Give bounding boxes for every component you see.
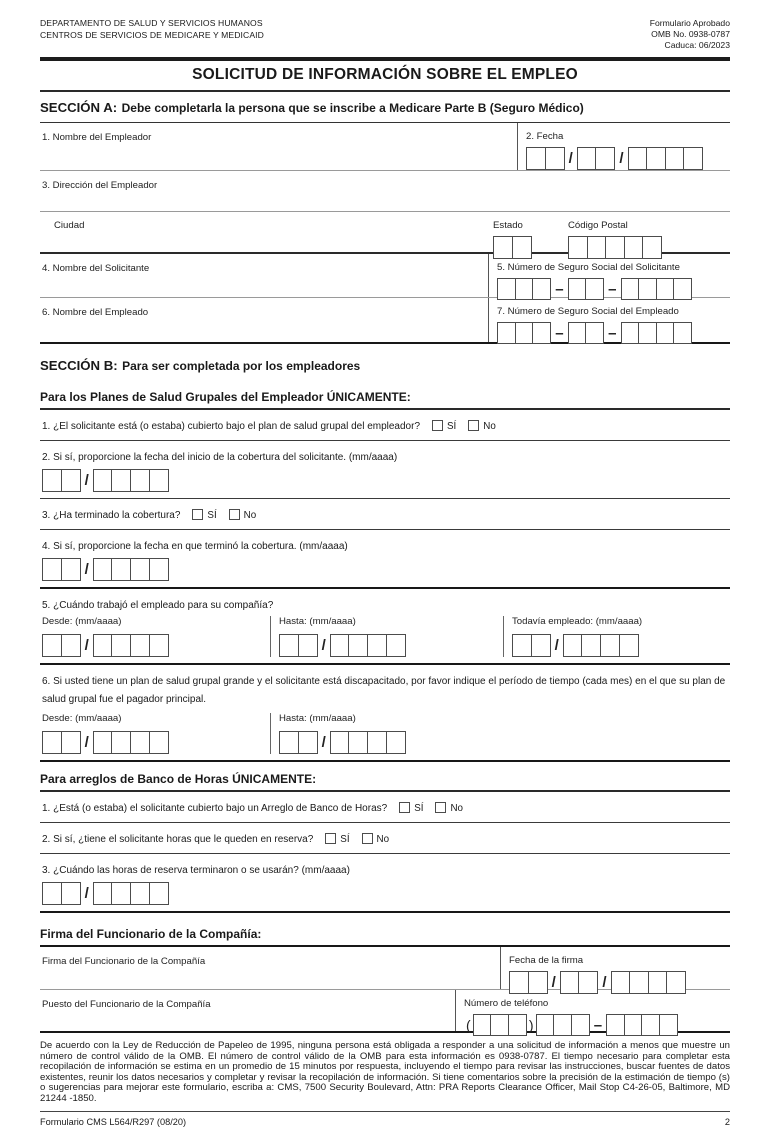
employee-ssn-cell	[488, 298, 730, 342]
entry-box[interactable]	[61, 558, 81, 581]
entry-box[interactable]	[111, 731, 131, 754]
hb-q1-text: 1. ¿Está (o estaba) el solicitante cubierto bajo un Arreglo de Banco de Horas?	[42, 803, 388, 814]
gh-q1-no-checkbox[interactable]	[468, 420, 479, 431]
gh-q4-date-boxes	[42, 558, 730, 581]
entry-box-group	[93, 731, 169, 754]
gh-q6-from-boxes	[42, 731, 270, 754]
entry-box[interactable]	[490, 1014, 509, 1036]
entry-box[interactable]	[279, 634, 299, 657]
employer-address-label: 3. Dirección del Empleador	[42, 180, 158, 191]
entry-box[interactable]	[42, 634, 62, 657]
entry-box[interactable]	[638, 322, 657, 344]
entry-box[interactable]	[130, 731, 150, 754]
separator-slash: /	[619, 150, 624, 167]
entry-box-group	[512, 634, 551, 657]
separator-rparen: )	[528, 1017, 534, 1033]
entry-box-group	[497, 322, 551, 344]
entry-box[interactable]	[563, 634, 583, 657]
separator-slash: /	[554, 637, 559, 654]
separator-slash: /	[84, 734, 89, 751]
entry-box[interactable]	[61, 882, 81, 905]
entry-box-group	[606, 1014, 678, 1036]
entry-box-group	[628, 147, 704, 170]
form-title: SOLICITUD DE INFORMACIÓN SOBRE EL EMPLEO	[192, 66, 578, 83]
entry-box[interactable]	[330, 731, 350, 754]
entry-box[interactable]	[130, 634, 150, 657]
applicant-ssn-boxes	[497, 278, 730, 300]
entry-box[interactable]	[536, 1014, 555, 1036]
entry-box-group	[93, 882, 169, 905]
gh-q1-yes-label: SÍ	[447, 421, 457, 432]
entry-box[interactable]	[348, 634, 368, 657]
entry-box[interactable]	[673, 278, 692, 300]
entry-box[interactable]	[568, 322, 587, 344]
entry-box[interactable]	[585, 322, 604, 344]
separator-slash: /	[568, 150, 573, 167]
entry-box[interactable]	[656, 278, 675, 300]
applicant-name-cell[interactable]	[40, 254, 488, 297]
group-health-section	[40, 410, 730, 762]
section-a-heading	[40, 92, 730, 122]
employee-ssn-boxes	[497, 322, 730, 344]
entry-box[interactable]	[367, 731, 387, 754]
entry-box[interactable]	[577, 147, 597, 170]
entry-box[interactable]	[348, 731, 368, 754]
separator-dash: –	[608, 324, 617, 342]
entry-box[interactable]	[386, 634, 406, 657]
gh-q5-columns	[42, 616, 730, 657]
entry-box[interactable]	[330, 634, 350, 657]
entry-box[interactable]	[497, 322, 516, 344]
entry-box[interactable]	[619, 634, 639, 657]
expiration-date: Caduca: 06/2023	[664, 40, 730, 50]
separator-dash: –	[555, 324, 564, 342]
gh-q6-from-column	[42, 713, 270, 754]
employee-name-cell[interactable]	[40, 298, 488, 342]
entry-box-group	[93, 469, 169, 492]
employer-name-cell[interactable]	[40, 123, 517, 170]
employer-address-row[interactable]	[40, 170, 730, 211]
entry-box[interactable]	[628, 147, 648, 170]
entry-box[interactable]	[149, 731, 169, 754]
hb-q1-yes-label: SÍ	[414, 803, 424, 814]
entry-box[interactable]	[581, 634, 601, 657]
entry-box[interactable]	[641, 1014, 660, 1036]
section-b-description: Para ser completada por los empleadores	[122, 359, 361, 373]
title-phone-row	[40, 989, 730, 1034]
entry-box[interactable]	[279, 731, 299, 754]
phone-input-boxes	[464, 1014, 730, 1036]
gh-q3-yes-checkbox[interactable]	[192, 509, 203, 520]
hb-question-3	[40, 853, 730, 911]
hb-q2-yes-checkbox[interactable]	[325, 833, 336, 844]
entry-box-group	[330, 634, 406, 657]
hb-q3-date-boxes	[42, 882, 730, 905]
city-cell[interactable]	[40, 215, 493, 252]
entry-box[interactable]	[545, 147, 565, 170]
gh-q6-text: 6. Si usted tiene un plan de salud grupal grande y el solicitante está discapacitado, por favor indique el período de tiempo (cada mes) en el que su plan de salud grupal fue el pagador principal.	[42, 676, 726, 705]
entry-box-group	[93, 634, 169, 657]
signature-heading: Firma del Funcionario de la Compañía:	[40, 927, 262, 941]
gh-q1-text: 1. ¿El solicitante está (o estaba) cubierto bajo el plan de salud grupal del empleador?	[42, 421, 421, 432]
section-a-table	[40, 122, 730, 344]
gh-q6-to-label: Hasta: (mm/aaaa)	[279, 713, 356, 724]
entry-box[interactable]	[61, 469, 81, 492]
date-input-boxes	[526, 147, 730, 170]
signature-cell[interactable]	[40, 947, 500, 989]
entry-box[interactable]	[130, 882, 150, 905]
entry-box[interactable]	[508, 1014, 527, 1036]
entry-box[interactable]	[149, 882, 169, 905]
city-state-zip-row	[40, 211, 730, 252]
entry-box-group	[279, 731, 318, 754]
date-cell	[517, 123, 730, 170]
hb-q1-no-checkbox[interactable]	[435, 802, 446, 813]
entry-box-group	[563, 634, 639, 657]
entry-box-group	[526, 147, 565, 170]
employer-name-row	[40, 123, 730, 170]
gh-q2-date-boxes	[42, 469, 730, 492]
entry-box-group	[42, 731, 81, 754]
gh-q5-from-label: Desde: (mm/aaaa)	[42, 616, 122, 627]
entry-box-group	[42, 634, 81, 657]
entry-box-group	[497, 278, 551, 300]
separator-slash: /	[84, 637, 89, 654]
entry-box-group	[42, 882, 81, 905]
separator-slash: /	[84, 561, 89, 578]
page-header	[40, 18, 730, 57]
gh-q3-no-checkbox[interactable]	[229, 509, 240, 520]
entry-box[interactable]	[93, 558, 113, 581]
page-footer	[40, 1112, 730, 1127]
entry-box[interactable]	[656, 322, 675, 344]
gh-q5-to-label: Hasta: (mm/aaaa)	[279, 616, 356, 627]
signature-row	[40, 947, 730, 989]
separator-slash: /	[321, 734, 326, 751]
gh-question-2	[40, 440, 730, 498]
entry-box[interactable]	[130, 558, 150, 581]
gh-q5-text: 5. ¿Cuándo trabajó el empleado para su compañía?	[42, 600, 274, 611]
gh-q5-from-column	[42, 616, 270, 657]
gh-q6-to-column	[270, 713, 730, 754]
entry-box[interactable]	[61, 731, 81, 754]
separator-dash: –	[608, 280, 617, 298]
entry-box-group	[42, 469, 81, 492]
gh-q3-text: 3. ¿Ha terminado la cobertura?	[42, 510, 181, 521]
hb-q2-no-label: No	[376, 834, 390, 845]
signature-date-cell	[500, 947, 730, 989]
entry-box-group	[473, 1014, 527, 1036]
group-health-subheading: Para los Planes de Salud Grupales del Empleador ÚNICAMENTE:	[40, 380, 730, 410]
entry-box[interactable]	[638, 278, 657, 300]
gh-question-1	[40, 410, 730, 440]
applicant-ssn-cell	[488, 254, 730, 297]
entry-box[interactable]	[93, 634, 113, 657]
section-a-description: Debe completarla la persona que se inscribe a Medicare Parte B (Seguro Médico)	[121, 101, 584, 115]
entry-box[interactable]	[111, 634, 131, 657]
entry-box-group	[568, 278, 605, 300]
signature-date-label: Fecha de la firma	[509, 955, 584, 966]
gh-question-6	[40, 663, 730, 760]
hb-question-2	[40, 822, 730, 853]
gh-q5-still-boxes	[512, 634, 730, 657]
gh-q5-still-employed-column	[503, 616, 730, 657]
entry-box[interactable]	[473, 1014, 492, 1036]
gh-q5-to-column	[270, 616, 503, 657]
applicant-name-label: 4. Nombre del Solicitante	[42, 263, 150, 274]
gh-q4-text: 4. Si sí, proporcione la fecha en que terminó la cobertura. (mm/aaaa)	[42, 541, 348, 552]
entry-box[interactable]	[93, 731, 113, 754]
separator-slash: /	[602, 974, 607, 991]
employee-row	[40, 297, 730, 342]
entry-box[interactable]	[111, 558, 131, 581]
official-title-label: Puesto del Funcionario de la Compañía	[42, 999, 211, 1010]
page-number: 2	[724, 1116, 730, 1127]
entry-box[interactable]	[624, 1014, 643, 1036]
entry-box[interactable]	[600, 634, 620, 657]
gh-question-5	[40, 587, 730, 663]
signature-label: Firma del Funcionario de la Compañía	[42, 956, 206, 967]
hour-bank-subheading: Para arreglos de Banco de Horas ÚNICAMENTE:	[40, 762, 730, 792]
employee-ssn-label: 7. Número de Seguro Social del Empleado	[497, 306, 679, 317]
separator-slash: /	[84, 472, 89, 489]
entry-box-group	[568, 322, 605, 344]
entry-box[interactable]	[149, 634, 169, 657]
entry-box[interactable]	[149, 558, 169, 581]
section-b-heading	[40, 344, 730, 380]
entry-box[interactable]	[531, 634, 551, 657]
gh-q5-to-boxes	[279, 634, 503, 657]
entry-box[interactable]	[42, 469, 62, 492]
employee-name-label: 6. Nombre del Empleado	[42, 307, 149, 318]
gh-q2-text: 2. Si sí, proporcione la fecha del inicio de la cobertura del solicitante. (mm/aaaa)	[42, 452, 398, 463]
entry-box[interactable]	[42, 731, 62, 754]
entry-box[interactable]	[42, 882, 62, 905]
form-number: Formulario CMS L564/R297 (08/20)	[40, 1116, 187, 1127]
official-title-cell[interactable]	[40, 990, 455, 1031]
entry-box-group	[621, 322, 693, 344]
entry-box-group	[42, 558, 81, 581]
separator-slash: /	[551, 974, 556, 991]
hb-question-1	[40, 792, 730, 822]
gh-q5-still-label: Todavía empleado: (mm/aaaa)	[512, 616, 643, 627]
paperwork-reduction-notice: De acuerdo con la Ley de Reducción de Papeleo de 1995, ninguna persona está obligada a responder a una solicitud de información a menos que muestre un número de control válido de la OMB. El número de control válido de la OMB para esta información es 0938-0787. El tiempo necesario para completar esta recopilación de información se estima en un promedio de 15 minutos por respuesta, incluyendo el tiempo para revisar las instrucciones, buscar fuentes de datos existentes, reunir los datos necesarios y completar y revisar la recopilación de información. Si tiene comentarios sobre la precisión de la estimación de tiempo (s) o sugerencias para mejorar este formulario, escriba a: CMS, 7500 Security Boulevard, Attn: PRA Reports Clearance Officer, Mail Stop C4-26-05, Baltimore, MD 21244 -1850.	[40, 1040, 730, 1104]
state-label: Estado	[493, 220, 523, 231]
separator-lparen: (	[466, 1017, 471, 1033]
omb-approval-block	[650, 18, 730, 51]
zip-cell	[568, 215, 730, 252]
entry-box[interactable]	[515, 278, 534, 300]
entry-box[interactable]	[571, 1014, 590, 1036]
separator-slash: /	[84, 885, 89, 902]
form-approved-label: Formulario Aprobado	[649, 18, 730, 28]
entry-box[interactable]	[93, 882, 113, 905]
entry-box[interactable]	[61, 634, 81, 657]
applicant-row	[40, 252, 730, 297]
entry-box[interactable]	[585, 278, 604, 300]
gh-q3-no-label: No	[243, 510, 257, 521]
entry-box[interactable]	[149, 469, 169, 492]
entry-box-group	[330, 731, 406, 754]
zip-label: Código Postal	[568, 220, 628, 231]
gh-q3-yes-label: SÍ	[207, 510, 217, 521]
agency-line-1: DEPARTAMENTO DE SALUD Y SERVICIOS HUMANOS	[40, 18, 263, 28]
employer-name-label: 1. Nombre del Empleador	[42, 132, 152, 143]
entry-box[interactable]	[532, 322, 551, 344]
entry-box[interactable]	[298, 731, 318, 754]
separator-dash: –	[593, 1016, 603, 1034]
gh-q6-columns	[42, 713, 730, 754]
hb-q1-yes-checkbox[interactable]	[399, 802, 410, 813]
section-a-label: SECCIÓN A:	[40, 100, 118, 115]
applicant-ssn-label: 5. Número de Seguro Social del Solicitante	[497, 262, 680, 273]
entry-box[interactable]	[93, 469, 113, 492]
gh-question-3	[40, 498, 730, 529]
entry-box-group	[536, 1014, 590, 1036]
date-label: 2. Fecha	[526, 131, 564, 142]
entry-box[interactable]	[526, 147, 546, 170]
entry-box[interactable]	[683, 147, 703, 170]
gh-q6-to-boxes	[279, 731, 730, 754]
phone-label: Número de teléfono	[464, 998, 549, 1009]
entry-box-group	[93, 558, 169, 581]
hour-bank-section	[40, 792, 730, 913]
hb-q1-no-label: No	[450, 803, 463, 814]
entry-box[interactable]	[111, 469, 131, 492]
entry-box-group	[577, 147, 616, 170]
entry-box[interactable]	[595, 147, 615, 170]
city-label: Ciudad	[54, 220, 85, 231]
hb-q3-text: 3. ¿Cuándo las horas de reserva terminaron o se usarán? (mm/aaaa)	[42, 865, 350, 876]
gh-question-4	[40, 529, 730, 587]
entry-box[interactable]	[659, 1014, 678, 1036]
entry-box[interactable]	[512, 634, 532, 657]
entry-box[interactable]	[621, 278, 640, 300]
hb-q2-yes-label: SÍ	[340, 834, 350, 845]
gh-q5-from-boxes	[42, 634, 270, 657]
entry-box[interactable]	[386, 731, 406, 754]
entry-box[interactable]	[665, 147, 685, 170]
entry-box[interactable]	[298, 634, 318, 657]
entry-box-group	[621, 278, 693, 300]
entry-box[interactable]	[130, 469, 150, 492]
gh-q1-yes-checkbox[interactable]	[432, 420, 443, 431]
entry-box[interactable]	[553, 1014, 572, 1036]
separator-slash: /	[321, 637, 326, 654]
entry-box[interactable]	[532, 278, 551, 300]
gh-q1-no-label: No	[483, 421, 496, 432]
entry-box[interactable]	[646, 147, 666, 170]
entry-box-group	[279, 634, 318, 657]
omb-number: OMB No. 0938-0787	[651, 29, 730, 39]
entry-box[interactable]	[621, 322, 640, 344]
separator-dash: –	[555, 280, 564, 298]
phone-cell	[455, 990, 730, 1034]
entry-box[interactable]	[497, 278, 516, 300]
signature-table	[40, 945, 730, 1033]
entry-box[interactable]	[568, 278, 587, 300]
agency-block	[40, 18, 264, 41]
entry-box[interactable]	[606, 1014, 625, 1036]
entry-box[interactable]	[673, 322, 692, 344]
hb-q2-text: 2. Si sí, ¿tiene el solicitante horas que le queden en reserva?	[42, 834, 314, 845]
entry-box[interactable]	[42, 558, 62, 581]
hb-q2-no-checkbox[interactable]	[362, 833, 373, 844]
section-b-label: SECCIÓN B:	[40, 358, 118, 373]
entry-box[interactable]	[367, 634, 387, 657]
state-cell	[493, 215, 568, 252]
agency-line-2: CENTROS DE SERVICIOS DE MEDICARE Y MEDICAID	[40, 29, 264, 40]
entry-box[interactable]	[515, 322, 534, 344]
gh-q6-from-label: Desde: (mm/aaaa)	[42, 713, 122, 724]
entry-box[interactable]	[111, 882, 131, 905]
